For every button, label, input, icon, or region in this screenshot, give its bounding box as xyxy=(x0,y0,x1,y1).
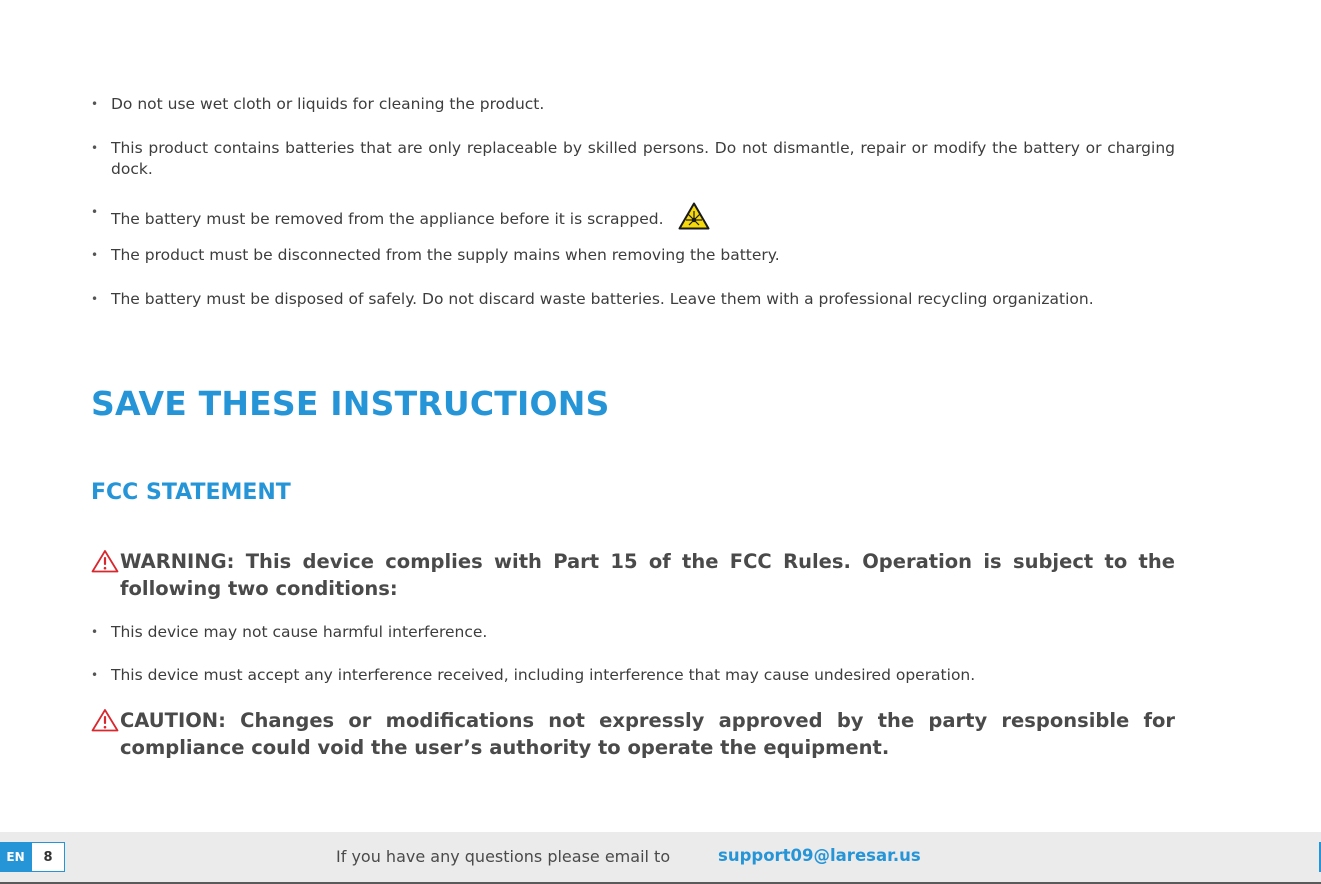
list-item xyxy=(91,622,1175,643)
page-number: 8 xyxy=(31,842,65,872)
bullet-dot: • xyxy=(91,625,99,639)
list-item xyxy=(91,202,1175,236)
caution-text: CAUTION: Changes or modifications not expressly approved by the party responsible for compliance could void the user’s authority to operate the equipment. xyxy=(120,709,1175,759)
save-instructions-heading: SAVE THESE INSTRUCTIONS xyxy=(91,384,610,423)
warning-triangle-icon xyxy=(91,708,119,732)
bullet-dot: • xyxy=(91,292,99,306)
list-item-text: The product must be disconnected from the supply mains when removing the battery. xyxy=(111,246,780,264)
list-item xyxy=(91,665,1175,686)
list-item xyxy=(91,289,1175,310)
list-item-text: This device may not cause harmful interference. xyxy=(111,623,488,641)
list-item-text: The battery must be removed from the appliance before it is scrapped. xyxy=(111,210,664,228)
warning-triangle-icon xyxy=(91,549,119,573)
explosion-hazard-icon xyxy=(678,202,710,236)
list-item xyxy=(91,138,1175,180)
warning-notice xyxy=(91,548,1175,602)
bullet-dot: • xyxy=(91,248,99,262)
list-item-text: This device must accept any interference received, including interference that may cause undesired operation. xyxy=(111,666,976,684)
caution-notice xyxy=(91,707,1175,761)
page-footer xyxy=(0,832,1321,884)
bullet-dot: • xyxy=(91,97,99,111)
fcc-statement-heading: FCC STATEMENT xyxy=(91,480,291,505)
list-item-text: The battery must be disposed of safely. Do not discard waste batteries. Leave them with a professional recycling organization. xyxy=(111,290,1094,308)
list-item-text: This product contains batteries that are only replaceable by skilled persons. Do not dismantle, repair or modify the battery or charging dock. xyxy=(111,139,1175,178)
language-badge: EN xyxy=(0,842,31,872)
list-item xyxy=(91,245,1175,266)
bullet-dot: • xyxy=(91,668,99,682)
warning-text: WARNING: This device complies with Part 15 of the FCC Rules. Operation is subject to the following two conditions: xyxy=(120,550,1175,600)
bullet-dot: • xyxy=(91,141,99,155)
bullet-dot: • xyxy=(91,205,99,219)
support-email-link[interactable]: support09@laresar.us xyxy=(718,846,921,865)
list-item xyxy=(91,94,1175,115)
footer-contact-text: If you have any questions please email to xyxy=(336,847,671,866)
list-item-text: Do not use wet cloth or liquids for cleaning the product. xyxy=(111,95,545,113)
